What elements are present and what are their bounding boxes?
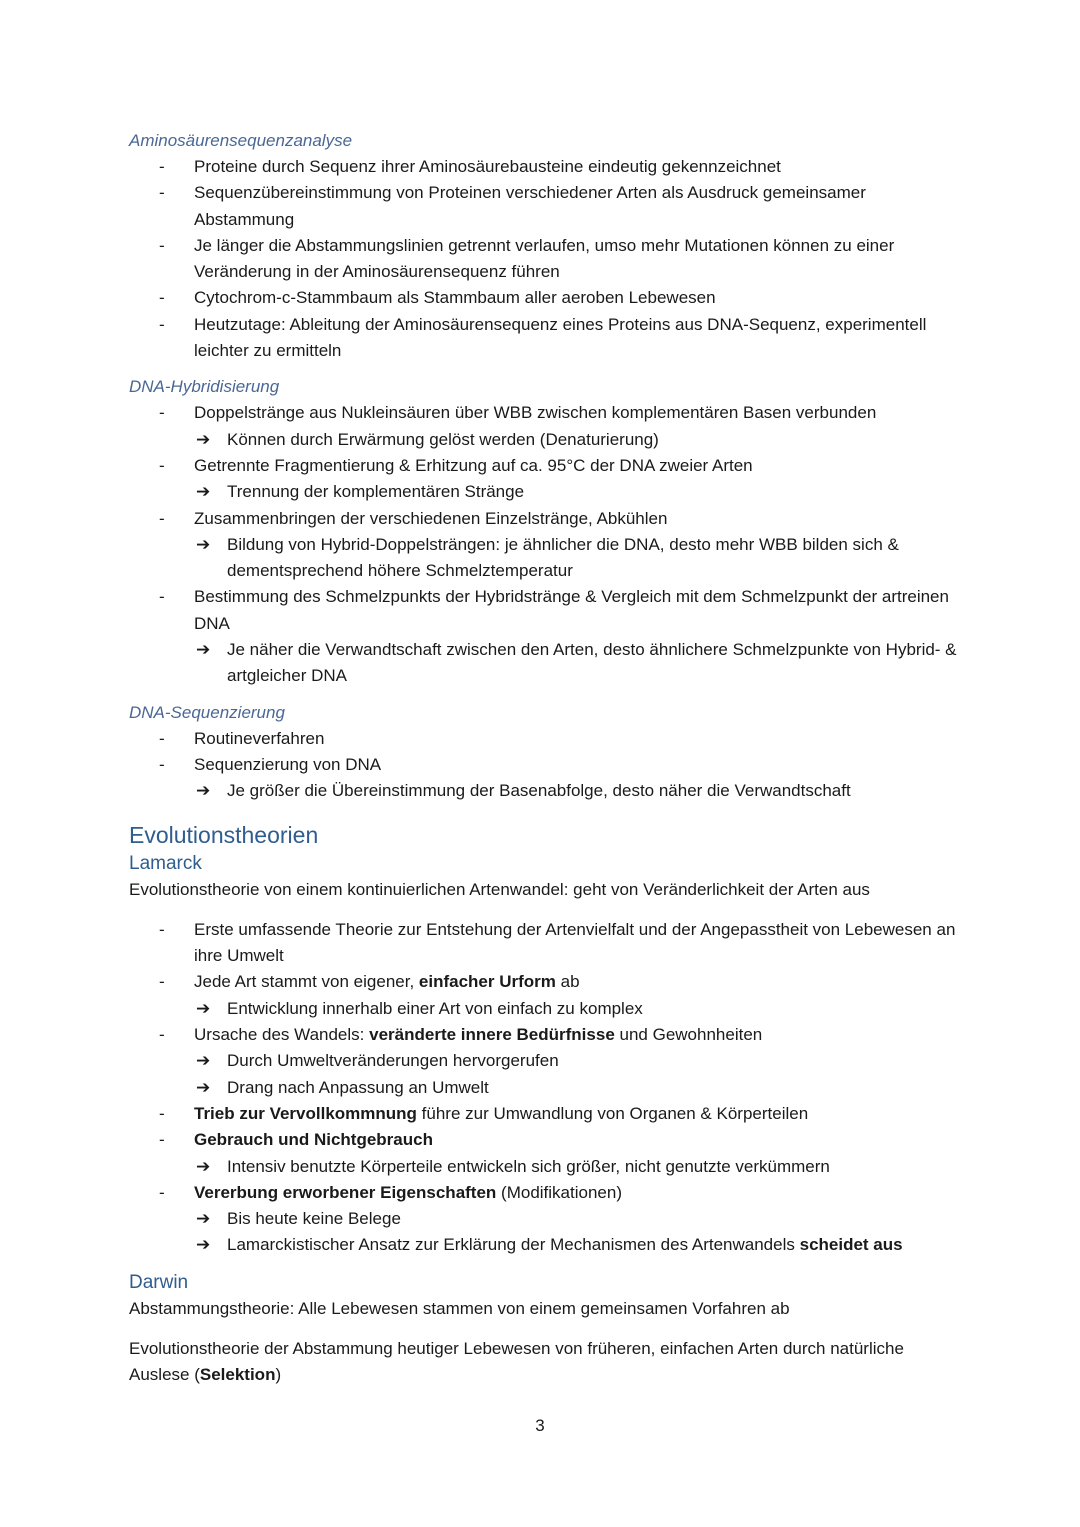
arrow-subitem-text: Bildung von Hybrid-Doppelsträngen: je ähnlicher die DNA, desto mehr WBB bilden sich & dementsprechend höhere Schmelztemperatur [227, 534, 899, 581]
list-item-text: Erste umfassende Theorie zur Entstehung der Artenvielfalt und der Angepasstheit von Lebewesen an ihre Umwelt [194, 919, 956, 966]
arrow-subitem [194, 1048, 959, 1074]
list-item [129, 233, 959, 286]
arrow-right-icon: ➔ [196, 482, 211, 502]
section-subheading: Aminosäurensequenzanalyse [129, 131, 353, 150]
list-item [129, 726, 959, 752]
heading-darwin: Darwin [129, 1271, 189, 1293]
list-item [129, 1127, 959, 1180]
dash-bullet-icon: - [159, 508, 165, 528]
arrow-right-icon: ➔ [196, 640, 211, 660]
list-item-text: Je länger die Abstammungslinien getrennt verlaufen, umso mehr Mutationen können zu einer Veränderung in der Aminosäurensequenz führen [194, 235, 895, 282]
darwin-intro: Abstammungstheorie: Alle Lebewesen stammen von einem gemeinsamen Vorfahren ab [129, 1298, 790, 1318]
arrow-right-icon: ➔ [196, 1156, 211, 1176]
dash-bullet-icon: - [159, 728, 165, 748]
dash-bullet-icon: - [159, 919, 165, 939]
arrow-right-icon: ➔ [196, 1209, 211, 1229]
heading-lamarck: Lamarck [129, 852, 202, 874]
list-item [129, 506, 959, 585]
list-item [129, 969, 959, 1022]
list-item-text: Trieb zur Vervollkommnung führe zur Umwandlung von Organen & Körperteilen [194, 1103, 809, 1123]
arrow-subitem-text: Je näher die Verwandtschaft zwischen den Arten, desto ähnlichere Schmelzpunkte von Hybrid- & artgleicher DNA [227, 640, 957, 686]
list-item-text: Jede Art stammt von eigener, einfacher Urform ab [194, 972, 580, 992]
arrow-right-icon: ➔ [196, 534, 211, 554]
list-item-text: Bestimmung des Schmelzpunkts der Hybridstränge & Vergleich mit dem Schmelzpunkt der artreinen DNA [194, 587, 949, 633]
methods-sections [129, 128, 959, 805]
arrow-subitem-text: Je größer die Übereinstimmung der Basenabfolge, desto näher die Verwandtschaft [227, 781, 851, 801]
list-item [129, 1022, 959, 1101]
arrow-subitem-text: Trennung der komplementären Stränge [227, 482, 525, 502]
arrow-right-icon: ➔ [196, 998, 211, 1018]
dash-bullet-icon: - [159, 972, 165, 992]
list-item-text: Zusammenbringen der verschiedenen Einzelstränge, Abkühlen [194, 508, 668, 528]
section-list [129, 154, 959, 364]
list-item [129, 1180, 959, 1259]
arrow-subitem-text: Entwicklung innerhalb einer Art von einfach zu komplex [227, 998, 643, 1018]
method-section [129, 128, 959, 364]
arrow-subitem [194, 1154, 959, 1180]
list-item-text: Gebrauch und Nichtgebrauch [194, 1130, 433, 1150]
lamarck-intro: Evolutionstheorie von einem kontinuierlichen Artenwandel: geht von Veränderlichkeit der Arten aus [129, 879, 870, 899]
list-item [129, 285, 959, 311]
dash-bullet-icon: - [159, 1130, 165, 1150]
list-item-text: Sequenzierung von DNA [194, 754, 382, 774]
document-page [129, 128, 959, 1389]
dash-bullet-icon: - [159, 183, 165, 203]
arrow-right-icon: ➔ [196, 429, 211, 449]
list-item [129, 154, 959, 180]
arrow-subitem [194, 637, 959, 690]
arrow-subitem-text: Können durch Erwärmung gelöst werden (Denaturierung) [227, 429, 659, 449]
lamarck-list [129, 917, 959, 1259]
dash-bullet-icon: - [159, 1182, 165, 1202]
dash-bullet-icon: - [159, 1103, 165, 1123]
arrow-subitem [194, 1075, 959, 1101]
list-item [129, 312, 959, 365]
list-item [129, 917, 959, 970]
arrow-subitem-text: Bis heute keine Belege [227, 1209, 401, 1229]
method-section [129, 374, 959, 689]
list-item [129, 400, 959, 453]
arrow-subitem-text: Drang nach Anpassung an Umwelt [227, 1077, 489, 1097]
arrow-subitem-text: Durch Umweltveränderungen hervorgerufen [227, 1051, 559, 1071]
list-item-text: Getrennte Fragmentierung & Erhitzung auf ca. 95°C der DNA zweier Arten [194, 455, 753, 475]
list-item-text: Heutzutage: Ableitung der Aminosäurensequenz eines Proteins aus DNA-Sequenz, experimentell leichter zu ermitteln [194, 314, 927, 361]
section-list [129, 400, 959, 689]
dash-bullet-icon: - [159, 754, 165, 774]
arrow-right-icon: ➔ [196, 781, 211, 801]
arrow-subitem [194, 996, 959, 1022]
list-item-text: Ursache des Wandels: veränderte innere Bedürfnisse und Gewohnheiten [194, 1025, 763, 1045]
dash-bullet-icon: - [159, 403, 165, 423]
dash-bullet-icon: - [159, 1025, 165, 1045]
list-item-text: Proteine durch Sequenz ihrer Aminosäurebausteine eindeutig gekennzeichnet [194, 157, 781, 176]
arrow-subitem-text: Lamarckistischer Ansatz zur Erklärung der Mechanismen des Artenwandels scheidet aus [227, 1235, 903, 1255]
arrow-subitem [194, 427, 959, 453]
arrow-subitem [194, 778, 959, 804]
dash-bullet-icon: - [159, 314, 165, 334]
dash-bullet-icon: - [159, 288, 165, 308]
list-item-text: Sequenzübereinstimmung von Proteinen verschiedener Arten als Ausdruck gemeinsamer Abstammung [194, 183, 866, 229]
heading-evolutionstheorien: Evolutionstheorien [129, 821, 319, 848]
list-item-text: Routineverfahren [194, 728, 325, 748]
arrow-subitem-text: Intensiv benutzte Körperteile entwickeln sich größer, nicht genutzte verkümmern [227, 1156, 830, 1176]
arrow-right-icon: ➔ [196, 1077, 211, 1097]
dash-bullet-icon: - [159, 455, 165, 475]
arrow-subitem [194, 479, 959, 505]
dash-bullet-icon: - [159, 235, 165, 255]
section-subheading: DNA-Hybridisierung [129, 377, 280, 397]
list-item [129, 584, 959, 689]
list-item [129, 1101, 959, 1127]
arrow-right-icon: ➔ [196, 1235, 211, 1255]
method-section [129, 700, 959, 805]
list-item [129, 453, 959, 506]
arrow-subitem [194, 532, 959, 585]
list-item-text: Doppelstränge aus Nukleinsäuren über WBB zwischen komplementären Basen verbunden [194, 403, 877, 423]
list-item-text: Cytochrom-c-Stammbaum als Stammbaum aller aeroben Lebewesen [194, 288, 716, 308]
list-item-text: Vererbung erworbener Eigenschaften (Modifikationen) [194, 1182, 622, 1202]
section-subheading: DNA-Sequenzierung [129, 702, 285, 722]
dash-bullet-icon: - [159, 587, 165, 607]
arrow-subitem [194, 1206, 959, 1232]
arrow-subitem [194, 1232, 959, 1258]
arrow-right-icon: ➔ [196, 1051, 211, 1071]
page-number: 3 [535, 1416, 545, 1435]
dash-bullet-icon: - [159, 157, 165, 176]
list-item [129, 180, 959, 233]
list-item [129, 752, 959, 805]
darwin-paragraph: Evolutionstheorie der Abstammung heutiger Lebewesen von früheren, einfachen Arten durch natürliche Auslese (Selektion) [129, 1338, 904, 1385]
section-list [129, 726, 959, 805]
